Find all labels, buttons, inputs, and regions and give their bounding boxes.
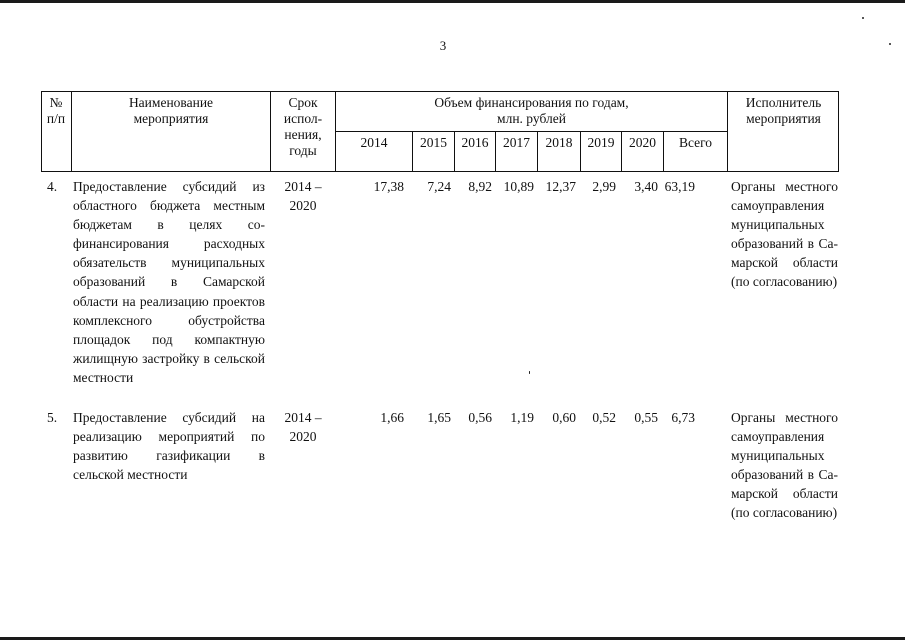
header-divider bbox=[335, 131, 727, 132]
header-term: Срок испол- нения, годы bbox=[283, 95, 323, 158]
page-number: 3 bbox=[439, 38, 447, 53]
row-number: 5. bbox=[47, 410, 58, 425]
row-term: 2014 – 2020 bbox=[284, 410, 322, 445]
row-name: Предоставление субсидий из областного бюджета местным бюджетам в целях софинансирования расходных обязательств муниципальных образований в Самарской области на реализацию проектов комплексного обустройства площадок под компактную жилищную застройку в сельской местности bbox=[73, 179, 265, 385]
value-2019: 0,52 bbox=[592, 410, 616, 425]
scan-speck bbox=[862, 17, 864, 19]
value-2014: 17,38 bbox=[373, 179, 404, 194]
value-2019: 2,99 bbox=[592, 179, 616, 194]
row-executor: Органы местного самоуправления муниципальных образований в Самарской области (по согласованию) bbox=[731, 410, 838, 521]
scan-border-top bbox=[0, 0, 905, 3]
year-2019: 2019 bbox=[587, 135, 615, 150]
scan-speck bbox=[889, 43, 891, 45]
value-2016: 8,92 bbox=[468, 179, 492, 194]
value-2020: 0,55 bbox=[634, 410, 658, 425]
value-2017: 1,19 bbox=[510, 410, 534, 425]
value-2018: 0,60 bbox=[552, 410, 576, 425]
row-term: 2014 – 2020 bbox=[284, 179, 322, 214]
value-2018: 12,37 bbox=[545, 179, 576, 194]
value-total: 6,73 bbox=[671, 410, 695, 425]
year-total: Всего bbox=[678, 135, 713, 150]
header-executor: Исполнитель мероприятия bbox=[745, 95, 822, 126]
header-funding: Объем финансирования по годам, млн. рублей bbox=[434, 95, 629, 126]
value-2015: 7,24 bbox=[427, 179, 451, 194]
value-2016: 0,56 bbox=[468, 410, 492, 425]
value-2015: 1,65 bbox=[427, 410, 451, 425]
header-name: Наименование мероприятия bbox=[128, 95, 214, 126]
row-number: 4. bbox=[47, 179, 58, 194]
row-name: Предоставление субсидий на реализацию мероприятий по развитию газификации в сельской местности bbox=[73, 410, 265, 483]
value-2017: 10,89 bbox=[503, 179, 534, 194]
header-num: № п/п bbox=[46, 95, 66, 126]
value-total: 63,19 bbox=[664, 179, 695, 194]
year-2017: 2017 bbox=[503, 135, 530, 150]
year-2016: 2016 bbox=[461, 135, 489, 150]
scan-speck bbox=[529, 371, 530, 374]
row-executor: Органы местного самоуправления муниципальных образований в Самарской области (по согласованию) bbox=[731, 179, 838, 290]
year-2020: 2020 bbox=[629, 135, 656, 150]
value-2020: 3,40 bbox=[634, 179, 658, 194]
year-2018: 2018 bbox=[545, 135, 573, 150]
value-2014: 1,66 bbox=[380, 410, 404, 425]
year-2014: 2014 bbox=[360, 135, 388, 150]
year-2015: 2015 bbox=[420, 135, 447, 150]
